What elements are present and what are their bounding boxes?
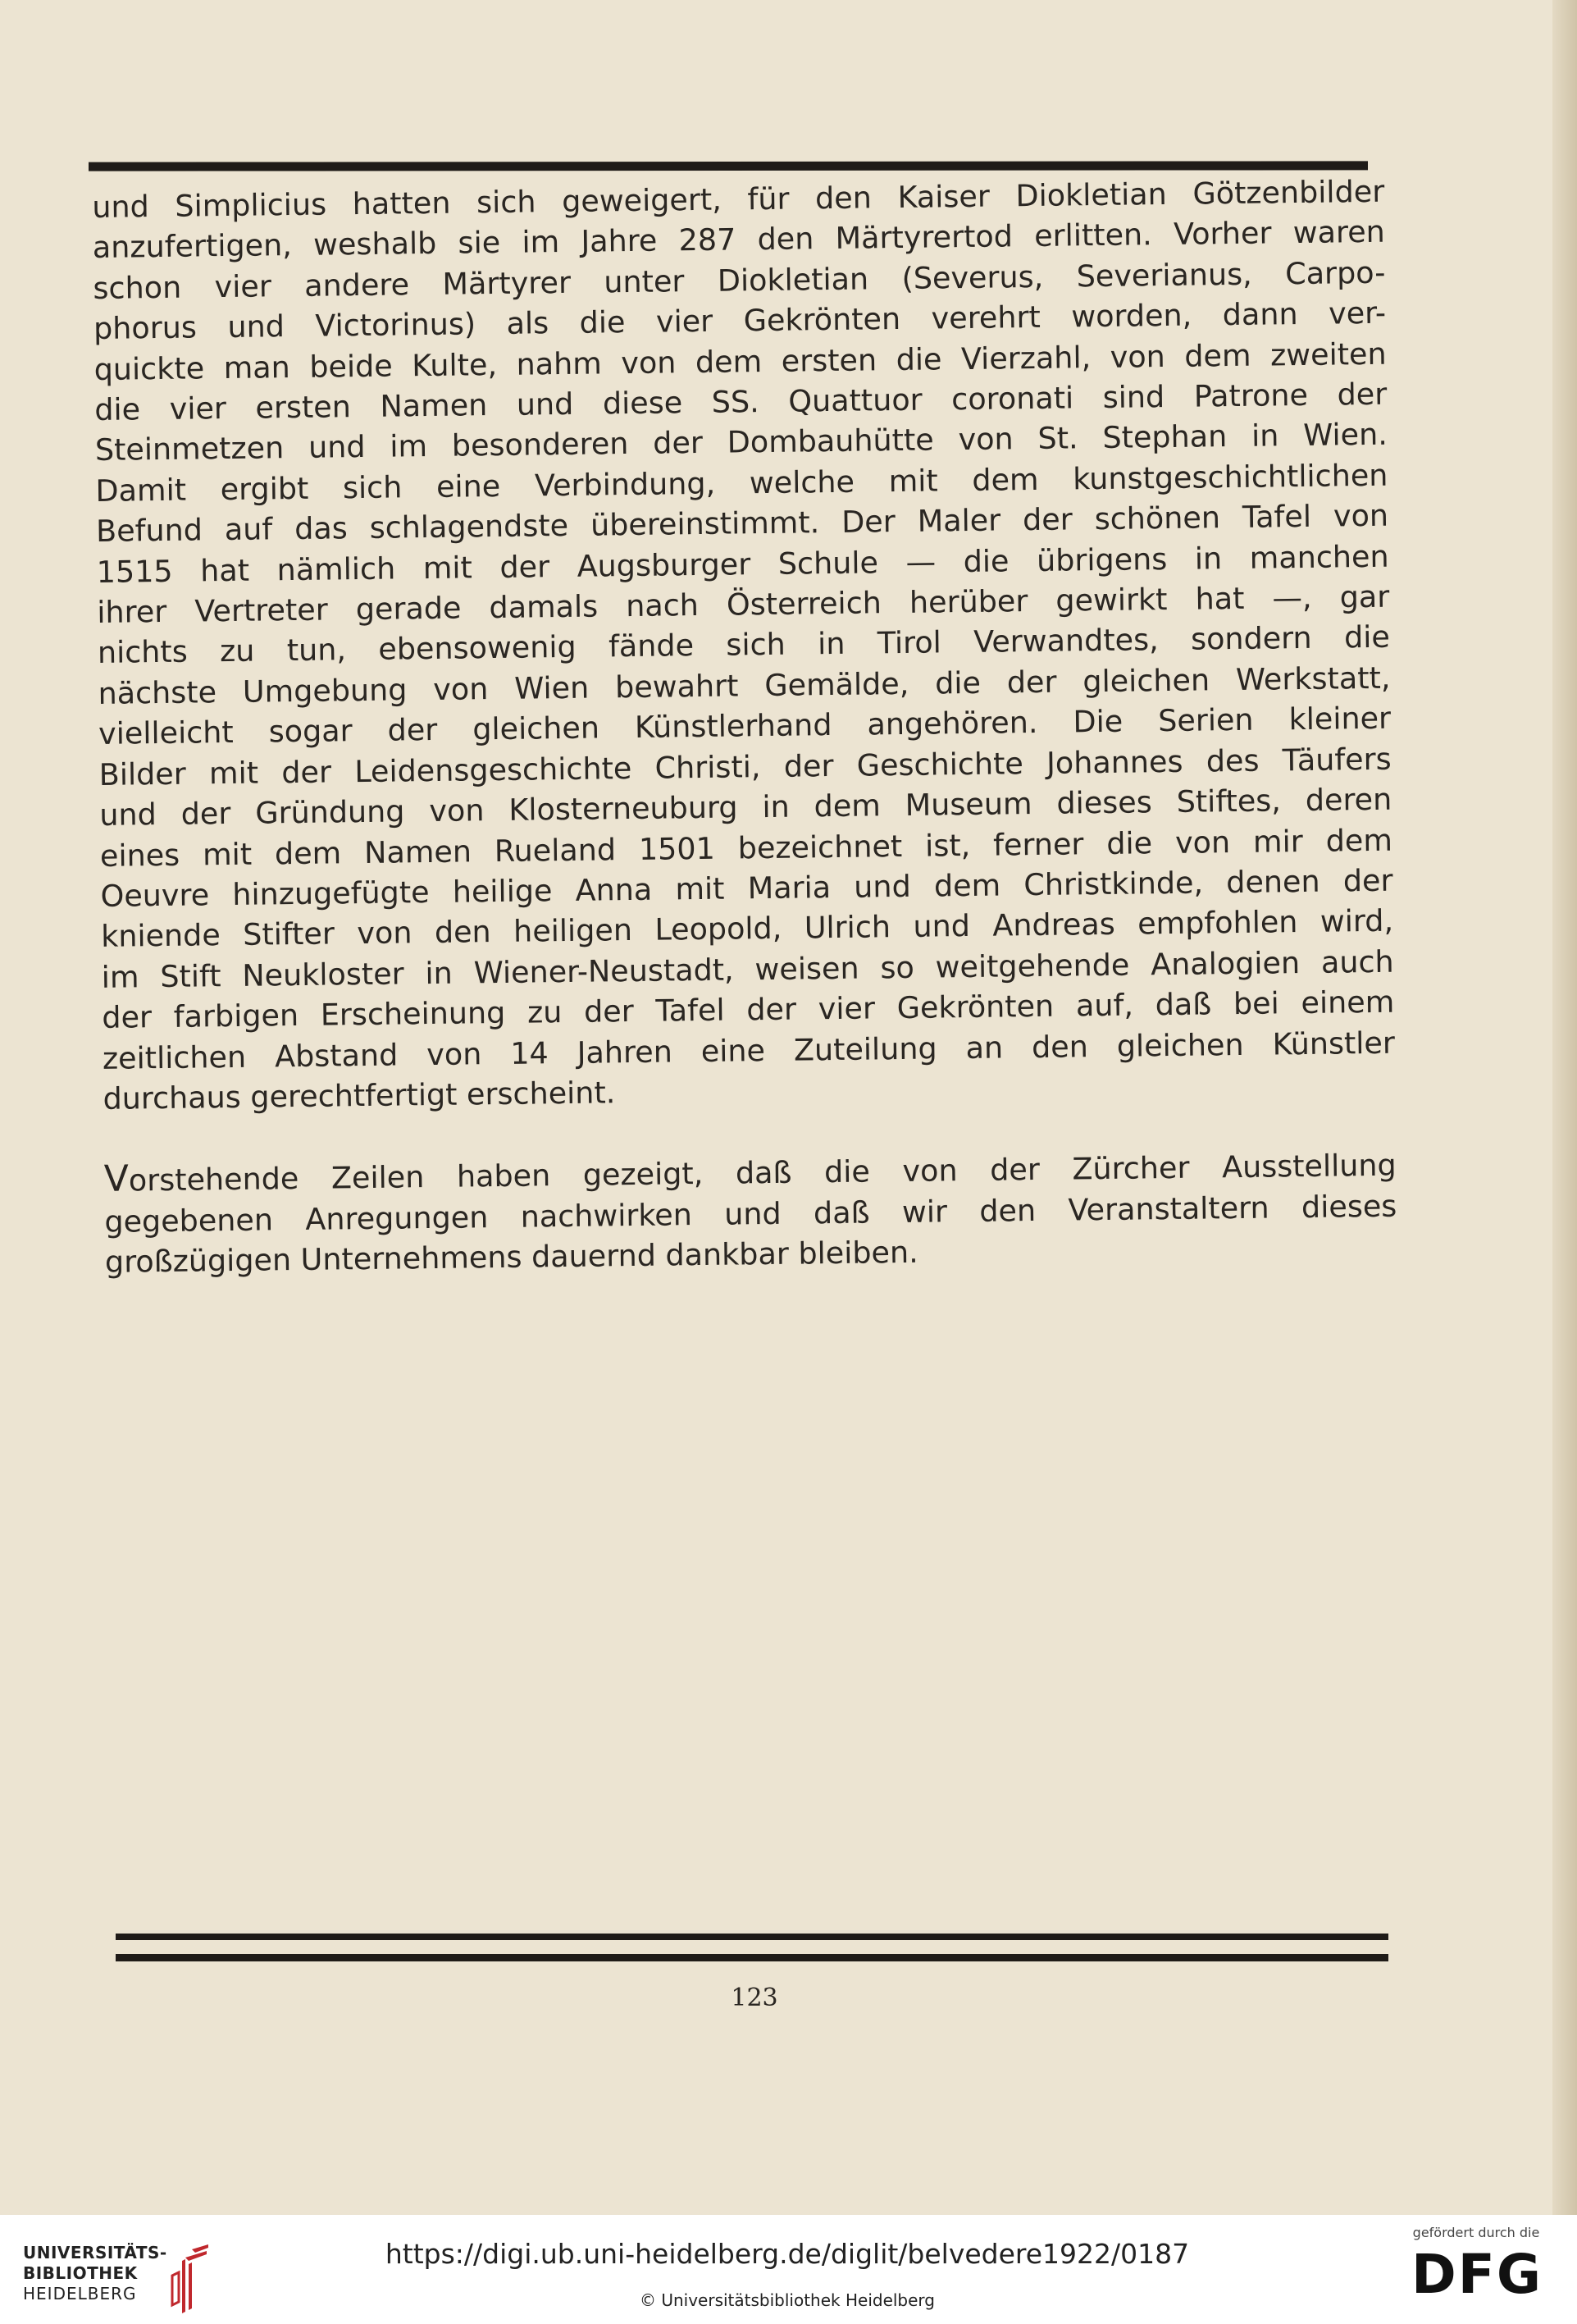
text-line: kniende Stifter von den heiligen Leopold, Ulrich und Andreas empfohlen wird, xyxy=(100,902,1394,955)
text-line: vielleicht sogar der gleichen Künstlerhand angehören. Die Serien kleiner xyxy=(98,700,1392,752)
text-line: nächste Umgebung von Wien bewahrt Gemälde, die der gleichen Werkstatt, xyxy=(98,660,1391,711)
text-line: Damit ergibt sich eine Verbindung, welche mit dem kunstgeschichtlichen xyxy=(95,457,1388,509)
document-url-link[interactable]: https://digi.ub.uni-heidelberg.de/diglit/belvedere1922/0187 xyxy=(385,2238,1190,2270)
text-line: 1515 hat nämlich mit der Augsburger Schule — die übrigens in manchen xyxy=(96,538,1389,590)
logo-line: BIBLIOTHEK xyxy=(23,2263,138,2283)
page-number: 123 xyxy=(731,1984,778,2012)
text-line: nichts zu tun, ebensowenig fände sich in Tirol Verwandtes, sondern die xyxy=(97,619,1391,671)
library-logo[interactable] xyxy=(23,2243,236,2303)
text-line: anzufertigen, weshalb sie im Jahre 287 den Märtyrertod erlitten. Vorher waren xyxy=(92,214,1386,266)
library-footer xyxy=(0,2215,1577,2324)
text-line: im Stift Neukloster in Wiener-Neustadt, weisen so weitgehende Analogien auch xyxy=(101,943,1394,995)
text-line: quickte man beide Kulte, nahm von dem ersten die Vierzahl, von dem zweiten xyxy=(93,336,1387,387)
text-line: ihrer Vertreter gerade damals nach Österreich herüber gewirkt hat —, gar xyxy=(97,578,1390,631)
top-rule xyxy=(89,161,1368,171)
text-line-content: orstehende Zeilen haben gezeigt, daß die von der Zürcher Ausstellung xyxy=(128,1148,1397,1199)
text-line: phorus und Victorinus) als die vier Gekrönten verehrt worden, dann ver- xyxy=(93,294,1387,347)
text-line: Oeuvre hinzugefügte heilige Anna mit Maria und dem Christkinde, denen der xyxy=(100,862,1393,914)
initial-letter: V xyxy=(103,1157,130,1201)
text-line: der farbigen Erscheinung zu der Tafel der vier Gekrönten auf, daß bei einem xyxy=(102,984,1395,1036)
page-edge-shadow xyxy=(1552,0,1577,2215)
body-text xyxy=(92,171,1397,1283)
text-line: die vier ersten Namen und diese SS. Quattuor coronati sind Patrone der xyxy=(94,376,1388,428)
dfg-logo[interactable]: DFG xyxy=(1411,2243,1543,2306)
text-line: Bilder mit der Leidensgeschichte Christi, der Geschichte Johannes des Täufers xyxy=(98,741,1392,792)
copyright-notice: © Universitätsbibliothek Heidelberg xyxy=(639,2290,935,2310)
text-line: eines mit dem Namen Rueland 1501 bezeichnet ist, ferner die von mir dem xyxy=(99,822,1393,874)
dfg-caption: gefördert durch die xyxy=(1412,2225,1540,2240)
bottom-rule-thin xyxy=(116,1934,1388,1940)
text-line: Steinmetzen und im besonderen der Dombauhütte von St. Stephan in Wien. xyxy=(94,417,1388,468)
text-line: großzügigen Unternehmens dauernd dankbar bleiben. xyxy=(104,1234,918,1281)
text-line: gegebenen Anregungen nachwirken und daß wir den Veranstaltern dieses xyxy=(104,1188,1397,1240)
library-emblem-icon xyxy=(161,2243,226,2317)
bottom-rule-thick xyxy=(116,1954,1388,1961)
logo-line: UNIVERSITÄTS- xyxy=(23,2243,167,2262)
logo-line: HEIDELBERG xyxy=(23,2284,137,2303)
text-line: und der Gründung von Klosterneuburg in dem Museum dieses Stiftes, deren xyxy=(99,781,1392,833)
text-line: durchaus gerechtfertigt erscheint. xyxy=(103,1075,616,1116)
library-logo-text xyxy=(23,2243,167,2304)
text-line: zeitlichen Abstand von 14 Jahren eine Zuteilung an den gleichen Künstler xyxy=(102,1025,1396,1076)
text-line: Befund auf das schlagendste übereinstimmt. Der Maler der schönen Tafel von xyxy=(95,497,1389,550)
text-line: schon vier andere Märtyrer unter Diokletian (Severus, Severianus, Carpo- xyxy=(93,254,1386,306)
text-line: und Simplicius hatten sich geweigert, für den Kaiser Diokletian Götzenbilder xyxy=(92,173,1385,225)
